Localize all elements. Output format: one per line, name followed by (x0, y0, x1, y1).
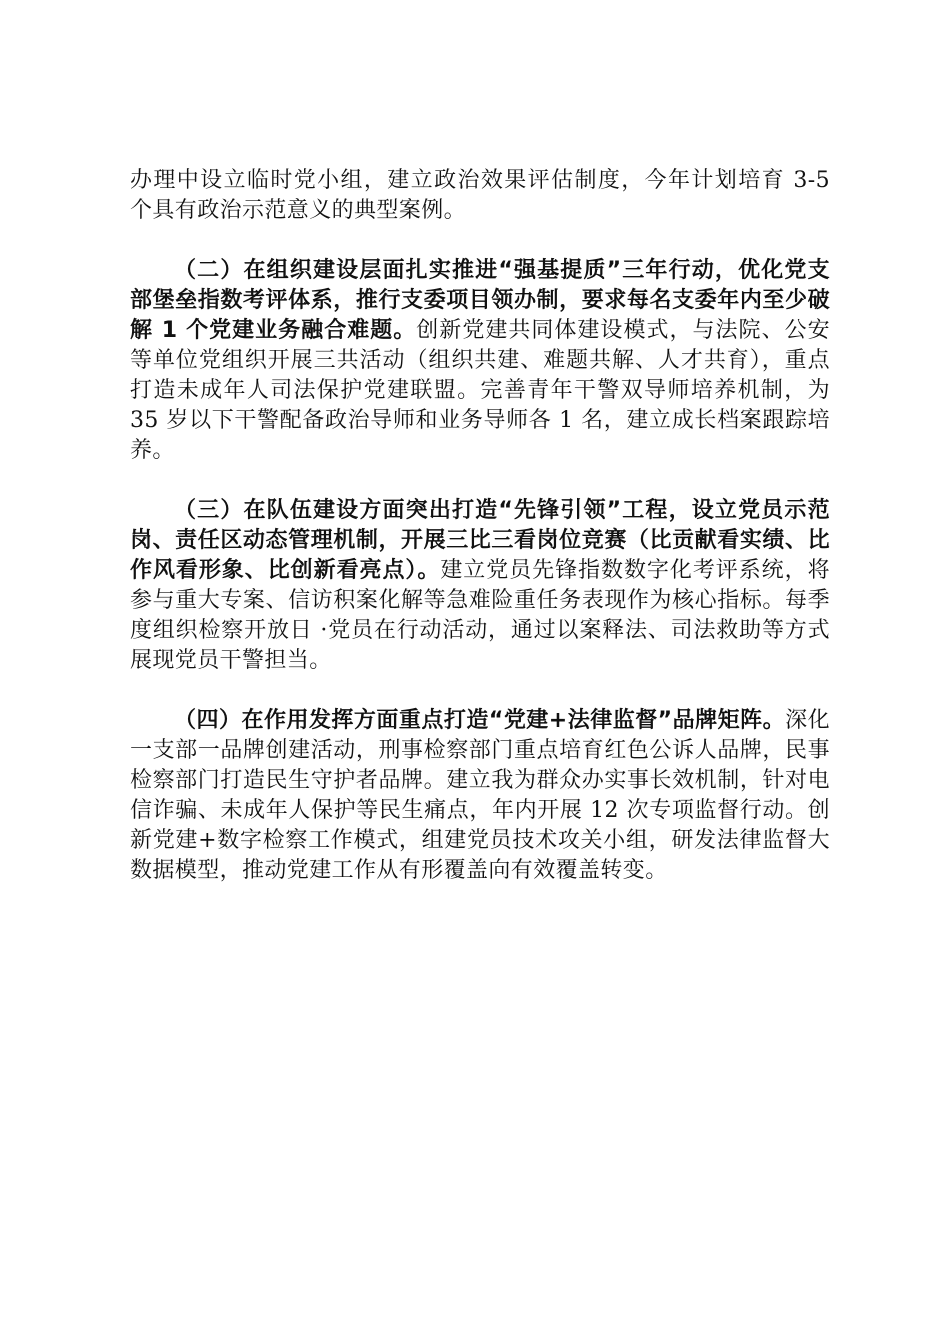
paragraph-role-play (130, 706, 830, 886)
document-body (130, 166, 830, 916)
paragraph-heading: （三）在队伍建设方面突出打造“先锋引领”工程，设立党员示范岗、责任区动态管理机制，开展三比三看岗位竞赛（比贡献看实绩、比作风看形象、比创新看亮点）。 (130, 498, 830, 583)
paragraph-heading: （四）在作用发挥方面重点打造“党建+法律监督”品牌矩阵。 (174, 708, 786, 733)
paragraph-text: 办理中设立临时党小组，建立政治效果评估制度，今年计划培育 3-5 个具有政治示范意义的典型案例。 (130, 168, 830, 223)
paragraph-continuation (130, 166, 830, 226)
paragraph-text: 创新党建共同体建设模式，与法院、公安等单位党组织开展三共活动（组织共建、难题共解、人才共育），重点打造未成年人司法保护党建联盟。完善青年干警双导师培养机制，为 35 岁以下干警配备政治导师和业务导师各 1 名，建立成长档案跟踪培养。 (130, 318, 831, 463)
paragraph-team-building (130, 496, 830, 676)
paragraph-heading: （二）在组织建设层面扎实推进“强基提质”三年行动，优化党支部堡垒指数考评体系，推行支委项目领办制，要求每名支委年内至少破解 1 个党建业务融合难题。 (130, 258, 830, 343)
paragraph-text: 深化一支部一品牌创建活动，刑事检察部门重点培育红色公诉人品牌，民事检察部门打造民生守护者品牌。建立我为群众办实事长效机制，针对电信诈骗、未成年人保护等民生痛点，年内开展 12 次专项监督行动。创新党建+数字检察工作模式，组建党员技术攻关小组，研发法律监督大数据模型，推动党建工作从有形覆盖向有效覆盖转变。 (130, 708, 830, 883)
paragraph-organization-building (130, 256, 830, 466)
paragraph-text: 建立党员先锋指数数字化考评系统，将参与重大专案、信访积案化解等急难险重任务表现作为核心指标。每季度组织检察开放日 ·党员在行动活动，通过以案释法、司法救助等方式展现党员干警担当。 (130, 558, 830, 673)
